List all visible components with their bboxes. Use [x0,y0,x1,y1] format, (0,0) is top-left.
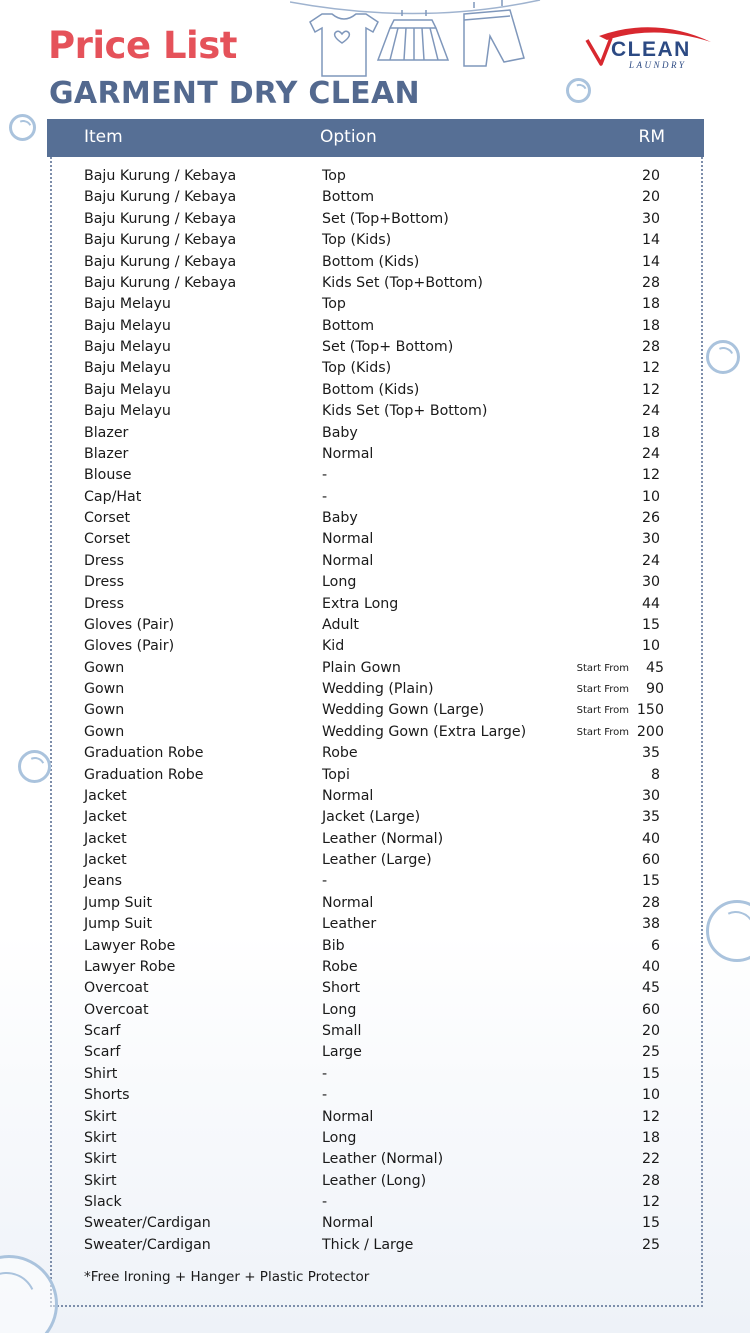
row-price: 18 [641,424,660,441]
table-row [84,465,684,486]
row-option: Baby [322,510,358,526]
row-price: 40 [641,830,660,847]
table-row [84,1171,684,1192]
row-item: Sweater/Cardigan [84,1236,211,1253]
row-item: Jacket [84,830,127,847]
row-item: Corset [84,531,131,548]
column-header-item: Item [84,127,123,147]
row-price: 200 [636,723,664,740]
row-item: Jacket [84,852,127,868]
row-option: Wedding (Plain) [322,681,434,697]
row-price: 24 [641,403,660,420]
table-row [84,273,684,294]
row-price: 60 [641,852,660,868]
row-item: Baju Kurung / Kebaya [84,210,237,227]
row-option: Topi [322,766,350,783]
table-row [84,850,684,871]
row-price: 30 [641,210,660,227]
table-row [84,380,684,401]
row-option: Baby [322,424,358,441]
row-option: Kid [322,638,345,655]
row-item: Baju Kurung / Kebaya [84,168,237,184]
row-option: Long [322,574,357,591]
row-price: 30 [641,531,660,548]
bubble-decoration [9,114,36,141]
row-option: Bottom (Kids) [322,381,420,398]
table-row [84,551,684,572]
row-price: 30 [641,574,660,591]
table-row [84,187,684,208]
table-row [84,700,684,721]
row-item: Skirt [84,1108,117,1125]
footnote: *Free Ironing + Hanger + Plastic Protector [84,1269,370,1285]
row-item: Skirt [84,1151,117,1168]
row-option: Top [322,296,346,313]
row-option: - [322,1065,328,1082]
row-option: Robe [322,745,358,762]
row-price: 8 [650,766,660,783]
table-header [47,119,704,157]
table-row [84,893,684,914]
row-item: Gown [84,702,125,719]
row-option: Bottom (Kids) [322,253,420,270]
table-row [84,1213,684,1234]
row-price: 12 [641,1108,660,1125]
column-header-option: Option [320,127,377,147]
row-item: Gown [84,659,125,676]
row-option: Thick / Large [322,1236,414,1253]
row-price: 18 [641,296,660,313]
row-price-note: Start From [576,684,629,695]
row-price: 90 [645,681,664,697]
page-subtitle: GARMENT DRY CLEAN [49,76,420,111]
row-price: 20 [641,1023,660,1039]
row-price: 10 [641,1087,660,1104]
tshirt-icon [310,14,378,76]
row-price: 25 [641,1236,660,1253]
table-row [84,786,684,807]
row-option: Normal [322,445,374,462]
brand-logo [585,24,715,72]
table-row [84,487,684,508]
table-row [84,508,684,529]
row-item: Baju Kurung / Kebaya [84,253,237,270]
row-option: Adult [322,616,359,633]
row-item: Gown [84,681,125,697]
row-price: 14 [641,253,660,270]
row-option: Top (Kids) [322,232,392,249]
table-row [84,358,684,379]
row-option: Bottom [322,317,375,334]
row-price: 150 [636,702,664,719]
row-item: Baju Melayu [84,381,171,398]
table-row [84,807,684,828]
row-option: Leather [322,916,377,933]
row-option: Normal [322,1215,374,1232]
table-row [84,1064,684,1085]
table-row [84,294,684,315]
row-price: 14 [641,232,660,249]
row-option: Leather (Long) [322,1172,427,1189]
row-option: Robe [322,958,358,975]
table-row [84,401,684,422]
row-item: Dress [84,552,124,569]
row-price: 35 [641,745,660,762]
bubble-decoration [566,78,591,103]
row-price: 26 [641,510,660,526]
row-price: 15 [641,1215,660,1232]
row-item: Baju Melayu [84,403,171,420]
table-row [84,594,684,615]
table-row [84,658,684,679]
bubble-decoration [706,900,750,962]
row-item: Slack [84,1194,122,1210]
row-price: 15 [641,616,660,633]
table-row [84,914,684,935]
table-row [84,1192,684,1213]
row-price: 15 [641,873,660,890]
row-item: Baju Kurung / Kebaya [84,189,237,206]
row-item: Scarf [84,1044,121,1061]
table-row [84,209,684,230]
row-price: 30 [641,787,660,804]
row-item: Graduation Robe [84,745,204,762]
page-title: Price List [48,24,237,67]
row-price: 10 [641,638,660,655]
row-item: Gloves (Pair) [84,638,175,655]
table-row [84,423,684,444]
row-price-note: Start From [576,662,629,674]
row-option: Normal [322,531,374,548]
row-item: Skirt [84,1172,117,1189]
row-item: Baju Melayu [84,339,171,355]
row-price: 20 [641,168,660,184]
row-item: Skirt [84,1129,117,1146]
table-row [84,230,684,251]
table-row [84,316,684,337]
clothesline-illustration [290,0,550,82]
row-option: - [322,467,328,484]
row-price: 45 [641,980,660,997]
row-option: Normal [322,894,374,911]
row-option: Kids Set (Top+Bottom) [322,274,483,291]
column-header-price: RM [638,127,665,147]
row-price: 18 [641,317,660,334]
table-row [84,1128,684,1149]
row-option: Leather (Large) [322,852,432,868]
table-row [84,829,684,850]
row-price: 12 [641,1194,660,1210]
table-row [84,765,684,786]
logo-tagline: LAUNDRY [629,60,687,70]
row-item: Dress [84,574,124,591]
table-row [84,166,684,187]
row-item: Baju Melayu [84,360,171,377]
row-option: Long [322,1001,357,1018]
row-item: Jacket [84,809,127,826]
table-row [84,444,684,465]
row-option: - [322,488,328,505]
bubble-decoration [18,750,51,783]
row-item: Blouse [84,467,132,484]
row-option: Wedding Gown (Large) [322,702,485,719]
row-option: Bottom [322,189,375,206]
row-option: Top [322,168,346,184]
row-item: Shirt [84,1065,118,1082]
table-row [84,252,684,273]
table-row [84,529,684,550]
row-item: Dress [84,595,124,612]
row-option: Normal [322,552,374,569]
row-option: Plain Gown [322,659,401,676]
bubble-decoration [706,340,740,374]
table-row [84,679,684,700]
row-item: Jacket [84,787,127,804]
row-item: Sweater/Cardigan [84,1215,211,1232]
row-price: 38 [641,916,660,933]
row-price: 45 [645,659,664,676]
table-row [84,722,684,743]
row-price: 20 [641,189,660,206]
row-price: 44 [641,595,660,612]
row-option: Set (Top+ Bottom) [322,339,454,355]
row-price: 28 [641,274,660,291]
table-row [84,978,684,999]
row-item: Shorts [84,1087,130,1104]
row-item: Blazer [84,445,129,462]
row-price: 25 [641,1044,660,1061]
row-price: 18 [641,1129,660,1146]
row-option: Leather (Normal) [322,1151,444,1168]
row-option: Wedding Gown (Extra Large) [322,723,527,740]
row-price: 28 [641,1172,660,1189]
row-option: Large [322,1044,362,1061]
row-price: 35 [641,809,660,826]
row-option: Bib [322,937,345,954]
row-option: - [322,873,328,890]
logo-wordmark: CLEAN [611,38,691,61]
row-price: 24 [641,445,660,462]
row-item: Gown [84,723,125,740]
row-item: Baju Melayu [84,296,171,313]
row-item: Corset [84,510,131,526]
row-price: 15 [641,1065,660,1082]
row-option: Kids Set (Top+ Bottom) [322,403,488,420]
row-item: Blazer [84,424,129,441]
price-table-body [84,166,684,1256]
row-price: 22 [641,1151,660,1168]
row-item: Lawyer Robe [84,958,176,975]
row-option: Leather (Normal) [322,830,444,847]
row-price: 28 [641,894,660,911]
row-item: Jump Suit [84,916,153,933]
table-row [84,1235,684,1256]
row-item: Baju Kurung / Kebaya [84,232,237,249]
row-item: Scarf [84,1023,121,1039]
table-row [84,337,684,358]
row-option: Normal [322,787,374,804]
table-row [84,743,684,764]
row-option: Top (Kids) [322,360,392,377]
row-option: Normal [322,1108,374,1125]
row-option: - [322,1087,328,1104]
row-price: 10 [641,488,660,505]
row-price: 12 [641,381,660,398]
table-row [84,1085,684,1106]
row-option: - [322,1194,328,1210]
table-row [84,1107,684,1128]
row-price: 24 [641,552,660,569]
table-row [84,1042,684,1063]
row-option: Long [322,1129,357,1146]
row-item: Cap/Hat [84,488,142,505]
table-row [84,572,684,593]
row-item: Overcoat [84,1001,149,1018]
table-row [84,1149,684,1170]
table-row [84,936,684,957]
row-item: Jeans [84,873,122,890]
row-price: 12 [641,360,660,377]
row-option: Extra Long [322,595,399,612]
row-option: Small [322,1023,362,1039]
row-item: Graduation Robe [84,766,204,783]
row-item: Jump Suit [84,894,153,911]
table-row [84,1000,684,1021]
row-price: 40 [641,958,660,975]
row-price: 12 [641,467,660,484]
row-item: Lawyer Robe [84,937,176,954]
row-price-note: Start From [576,726,629,738]
row-price: 60 [641,1001,660,1018]
skirt-icon [378,10,448,60]
table-row [84,615,684,636]
table-row [84,1021,684,1042]
row-option: Jacket (Large) [322,809,421,826]
row-option: Set (Top+Bottom) [322,210,449,227]
row-price-note: Start From [576,705,629,717]
row-item: Gloves (Pair) [84,616,175,633]
row-price: 28 [641,339,660,355]
row-price: 6 [650,937,660,954]
row-item: Overcoat [84,980,149,997]
row-item: Baju Kurung / Kebaya [84,274,237,291]
table-row [84,871,684,892]
table-row [84,957,684,978]
row-option: Short [322,980,361,997]
row-item: Baju Melayu [84,317,171,334]
table-row [84,636,684,657]
